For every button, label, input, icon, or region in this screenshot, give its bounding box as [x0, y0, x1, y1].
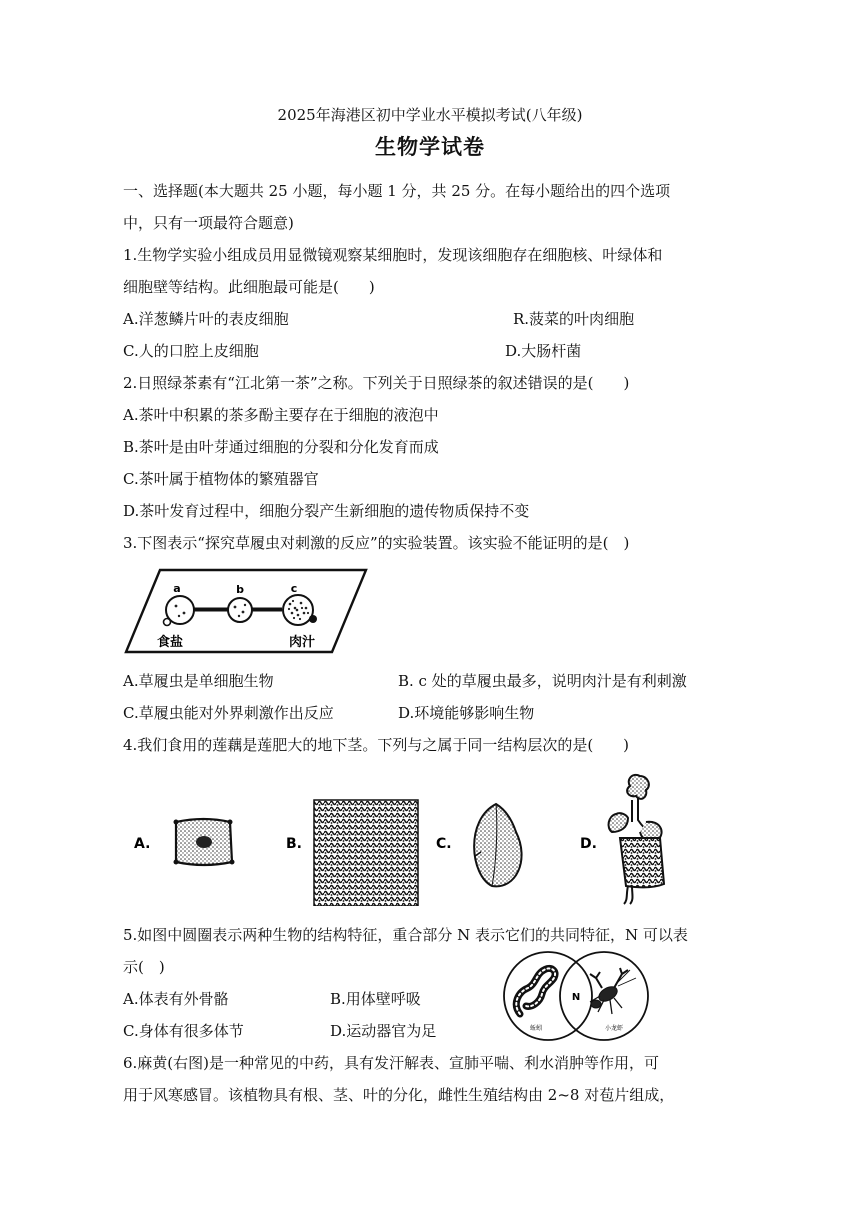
- q2-option-b: B.茶叶是由叶芽通过细胞的分裂和分化发育而成: [123, 438, 439, 456]
- tissue-drawing: [314, 800, 418, 906]
- q2-option-a: A.茶叶中积累的茶多酚主要存在于细胞的液泡中: [123, 406, 439, 424]
- option-a-label: A.: [134, 836, 151, 852]
- leaf-drawing: [474, 804, 521, 886]
- figure-label-salt: 食盐: [156, 635, 184, 650]
- paramecium-experiment-figure: [122, 566, 372, 658]
- q2-option-d: D.茶叶发育过程中，细胞分裂产生新细胞的遗传物质保持不变: [123, 502, 530, 520]
- q5-stem-line2: 示( ): [123, 958, 165, 976]
- venn-center-label: N: [571, 992, 581, 1003]
- option-b-label: B.: [286, 836, 302, 852]
- q1-option-a: A.洋葱鳞片叶的表皮细胞: [123, 310, 289, 328]
- exam-subtitle: 2025年海港区初中学业水平模拟考试(八年级): [277, 106, 583, 124]
- figure-label-b: b: [236, 583, 244, 596]
- q2-option-c: C.茶叶属于植物体的繁殖器官: [123, 470, 319, 488]
- crayfish-icon: [590, 968, 636, 1014]
- q3-option-c: C.草履虫能对外界刺激作出反应: [123, 704, 334, 722]
- plant-cell-drawing: [174, 819, 235, 865]
- q6-stem-line2: 用于风寒感冒。该植物具有根、茎、叶的分化，雌性生殖结构由 2~8 对苞片组成，: [123, 1086, 675, 1104]
- figure-label-a: a: [173, 582, 181, 595]
- exam-title: 生物学试卷: [375, 134, 485, 159]
- q3-option-d: D.环境能够影响生物: [398, 704, 535, 722]
- q3-option-a: A.草履虫是单细胞生物: [123, 672, 274, 690]
- figure-label-c: c: [290, 582, 298, 595]
- q5-option-c: C.身体有很多体节: [123, 1022, 244, 1040]
- q5-option-b: B.用体壁呼吸: [330, 990, 421, 1008]
- q5-option-d: D.运动器官为足: [330, 1022, 437, 1040]
- option-c-label: C.: [436, 836, 452, 852]
- q1-option-b: R.菠菜的叶肉细胞: [513, 310, 635, 328]
- q5-stem-line1: 5.如图中圆圈表示两种生物的结构特征，重合部分 N 表示它们的共同特征，N 可以表: [123, 926, 688, 944]
- q6-stem-line1: 6.麻黄(右图)是一种常见的中药，具有发汗解表、宣肺平喘、利水消肿等作用，可: [123, 1054, 660, 1072]
- venn-right-label: 小龙虾: [604, 1025, 624, 1032]
- q3-option-b: B. c 处的草履虫最多，说明肉汁是有利刺激: [398, 672, 687, 690]
- q1-stem-line2: 细胞壁等结构。此细胞最可能是( ): [123, 278, 375, 296]
- structure-levels-figure: [120, 770, 700, 906]
- digestive-system-drawing: [609, 775, 664, 904]
- q3-stem: 3.下图表示“探究草履虫对刺激的反应”的实验装置。该实验不能证明的是( ): [123, 534, 630, 552]
- q2-stem: 2.日照绿茶素有“江北第一茶”之称。下列关于日照绿茶的叙述错误的是( ): [123, 374, 630, 392]
- venn-diagram-figure: [496, 948, 656, 1044]
- q1-stem-line1: 1.生物学实验小组成员用显微镜观察某细胞时，发现该细胞存在细胞核、叶绿体和: [123, 246, 663, 264]
- q1-option-d: D.大肠杆菌: [505, 342, 582, 360]
- option-d-label: D.: [580, 836, 597, 852]
- q4-stem: 4.我们食用的莲藕是莲肥大的地下茎。下列与之属于同一结构层次的是( ): [123, 736, 630, 754]
- venn-left-label: 蚯蚓: [529, 1025, 543, 1032]
- figure-label-broth: 肉汁: [288, 635, 316, 650]
- q5-option-a: A.体表有外骨骼: [123, 990, 229, 1008]
- q1-option-c: C.人的口腔上皮细胞: [123, 342, 259, 360]
- section-heading-line2: 中，只有一项最符合题意): [123, 214, 294, 232]
- section-heading-line1: 一、选择题(本大题共 25 小题，每小题 1 分，共 25 分。在每小题给出的四个选项: [123, 182, 671, 200]
